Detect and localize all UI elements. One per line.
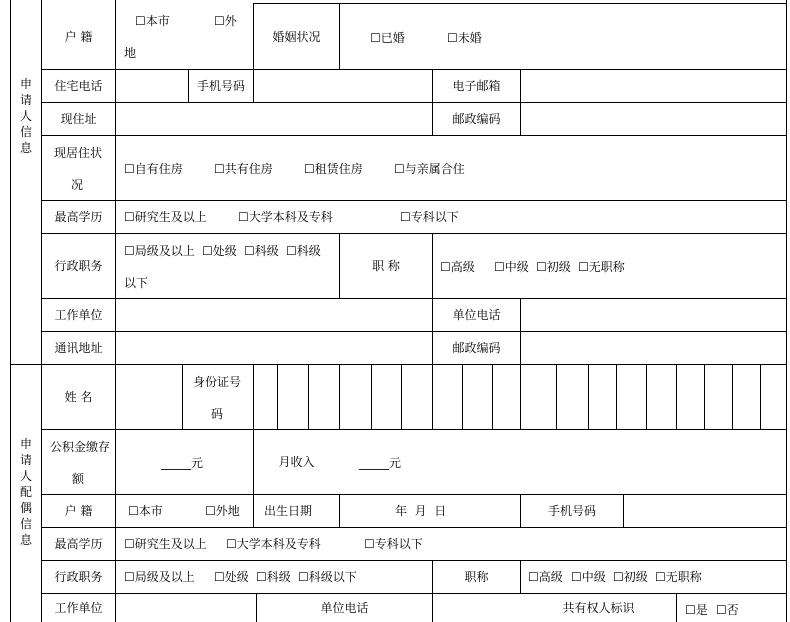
title-label: 职 称 (372, 259, 400, 273)
id-digit-line (462, 364, 463, 429)
spouse-edu-bachelor-option[interactable]: ☐大学本科及专科 (226, 537, 321, 551)
huji-local-option[interactable]: ☐本市 (135, 14, 170, 28)
id-digit-line (588, 364, 589, 429)
id-digit-line (556, 364, 557, 429)
border-left (10, 0, 11, 622)
housing-own-option[interactable]: ☐自有住房 (124, 162, 183, 176)
id-digit-line (732, 364, 733, 429)
spouse-mobile-label: 手机号码 (547, 504, 596, 518)
checkbox-icon[interactable]: ☐ (256, 570, 267, 584)
huji-other-option-wrap: 地 (124, 46, 137, 60)
col-line (623, 494, 624, 527)
checkbox-icon[interactable]: ☐ (226, 537, 237, 551)
checkbox-icon[interactable]: ☐ (244, 244, 255, 258)
duty-bureau-option[interactable]: ☐局级及以上 (124, 244, 195, 258)
home-phone-label: 住宅电话 (54, 79, 103, 93)
checkbox-icon[interactable]: ☐ (128, 504, 139, 518)
border-right (786, 0, 787, 622)
row-line (41, 298, 786, 299)
title-senior-option[interactable]: ☐高级 (440, 260, 475, 274)
row-line (41, 429, 786, 430)
spouse-section-label: 申 请 人 配 偶 信 息 (19, 437, 32, 547)
checkbox-icon[interactable]: ☐ (578, 260, 589, 274)
row-line (41, 494, 786, 495)
col-line (676, 593, 677, 622)
checkbox-icon[interactable]: ☐ (440, 260, 451, 274)
row-line (41, 331, 786, 332)
checkbox-icon[interactable]: ☐ (205, 504, 216, 518)
duty-below-option[interactable]: ☐科级 (286, 244, 321, 258)
co-owner-yes-option[interactable]: ☐是 (685, 603, 708, 617)
checkbox-icon[interactable]: ☐ (286, 244, 297, 258)
email-label: 电子邮箱 (452, 79, 501, 93)
spouse-edu-below-option[interactable]: ☐专科以下 (364, 537, 423, 551)
spouse-duty-below-option[interactable]: ☐科级以下 (298, 570, 357, 584)
spouse-duty-bureau-option[interactable]: ☐局级及以上 (124, 570, 195, 584)
housing-label-wrap: 况 (71, 178, 84, 192)
spouse-title-none-option[interactable]: ☐无职称 (655, 570, 702, 584)
fund-label: 公积金缴存 (50, 440, 111, 454)
spouse-edu-graduate-option[interactable]: ☐研究生及以上 (124, 537, 207, 551)
id-digit-line (760, 364, 761, 429)
col-line (339, 3, 340, 69)
spouse-work-phone-label: 单位电话 (320, 601, 369, 615)
employer-label: 工作单位 (54, 308, 103, 322)
mail-address-label: 通讯地址 (54, 341, 103, 355)
checkbox-icon[interactable]: ☐ (304, 162, 315, 176)
fund-label-wrap: 额 (72, 472, 85, 486)
spouse-title-label: 职称 (464, 570, 489, 584)
id-digit-line (401, 364, 402, 429)
row-line (41, 200, 786, 201)
edu-below-option[interactable]: ☐专科以下 (400, 210, 459, 224)
spouse-huji-other-option[interactable]: ☐外地 (205, 504, 240, 518)
co-owner-no-option[interactable]: ☐否 (716, 603, 739, 617)
checkbox-icon[interactable]: ☐ (202, 244, 213, 258)
spouse-title-middle-option[interactable]: ☐中级 (571, 570, 606, 584)
marital-label: 婚姻状况 (272, 29, 321, 44)
row-line (41, 135, 786, 136)
checkbox-icon[interactable]: ☐ (528, 570, 539, 584)
checkbox-icon[interactable]: ☐ (124, 537, 135, 551)
checkbox-icon[interactable]: ☐ (494, 260, 505, 274)
checkbox-icon[interactable]: ☐ (613, 570, 624, 584)
checkbox-icon[interactable]: ☐ (716, 603, 727, 617)
applicant-section-label: 申 请 人 信 息 (19, 77, 32, 155)
housing-rent-option[interactable]: ☐租赁住房 (304, 162, 363, 176)
housing-shared-option[interactable]: ☐共有住房 (214, 162, 273, 176)
checkbox-icon[interactable]: ☐ (571, 570, 582, 584)
spouse-name-label: 姓 名 (64, 390, 93, 404)
checkbox-icon[interactable]: ☐ (214, 570, 225, 584)
checkbox-icon[interactable]: ☐ (394, 162, 405, 176)
birth-value: 年 月 日 (395, 504, 447, 518)
income-label: 月收入 (278, 455, 315, 469)
id-digit-line (371, 364, 372, 429)
spouse-education-label: 最高学历 (54, 537, 103, 551)
col-line (182, 364, 183, 429)
postcode-label: 邮政编码 (452, 112, 501, 126)
income-amount: _____元 (359, 456, 402, 470)
spouse-duty-label: 行政职务 (54, 570, 103, 584)
id-digit-line (492, 364, 493, 429)
spouse-id-label: 身份证号 (193, 375, 242, 389)
spouse-title-senior-option[interactable]: ☐高级 (528, 570, 563, 584)
checkbox-icon[interactable]: ☐ (124, 162, 135, 176)
checkbox-icon[interactable]: ☐ (370, 31, 381, 45)
checkbox-icon[interactable]: ☐ (364, 537, 375, 551)
edu-bachelor-option[interactable]: ☐大学本科及专科 (238, 210, 333, 224)
checkbox-icon[interactable]: ☐ (124, 210, 135, 224)
mobile-label: 手机号码 (196, 79, 245, 93)
fund-amount: _____元 (161, 456, 204, 470)
admin-duty-label: 行政职务 (54, 259, 103, 273)
checkbox-icon[interactable]: ☐ (298, 570, 309, 584)
spouse-duty-section-option[interactable]: ☐科级 (256, 570, 291, 584)
title-none-option[interactable]: ☐无职称 (578, 260, 625, 274)
spouse-title-junior-option[interactable]: ☐初级 (613, 570, 648, 584)
col-line (253, 69, 254, 102)
row-line (41, 560, 786, 561)
id-digit-line (277, 364, 278, 429)
marital-married-option[interactable]: ☐已婚 (370, 31, 405, 45)
id-digit-line (308, 364, 309, 429)
col-line (339, 494, 340, 527)
id-digit-line (432, 364, 433, 429)
title-middle-option[interactable]: ☐中级 (494, 260, 529, 274)
checkbox-icon[interactable]: ☐ (536, 260, 547, 274)
duty-section-option[interactable]: ☐科级 (244, 244, 279, 258)
spouse-employer-label: 工作单位 (54, 601, 103, 615)
huji-label: 户 籍 (64, 29, 93, 44)
id-digit-line (339, 364, 340, 429)
spouse-huji-local-option[interactable]: ☐本市 (128, 504, 163, 518)
marital-single-option[interactable]: ☐未婚 (447, 31, 482, 45)
address-label: 现住址 (60, 112, 97, 126)
checkbox-icon[interactable]: ☐ (135, 14, 146, 28)
col-line (253, 364, 254, 429)
work-phone-label: 单位电话 (452, 308, 501, 322)
id-digit-line (520, 364, 521, 429)
checkbox-icon[interactable]: ☐ (447, 31, 458, 45)
checkbox-icon[interactable]: ☐ (400, 210, 411, 224)
checkbox-icon[interactable]: ☐ (214, 162, 225, 176)
col-line (520, 560, 521, 593)
row-line (41, 69, 786, 70)
id-digit-line (704, 364, 705, 429)
duty-below-option-wrap: 以下 (124, 276, 149, 290)
spouse-id-label-wrap: 码 (211, 407, 224, 421)
row-line (41, 527, 786, 528)
row-line (41, 102, 786, 103)
label-col-divider (115, 0, 116, 622)
id-digit-line (676, 364, 677, 429)
title-junior-option[interactable]: ☐初级 (536, 260, 571, 274)
id-digit-line (646, 364, 647, 429)
huji-other-option[interactable]: ☐外 (214, 14, 237, 28)
checkbox-icon[interactable]: ☐ (238, 210, 249, 224)
spouse-huji-label: 户 籍 (64, 504, 93, 518)
edu-graduate-option[interactable]: ☐研究生及以上 (124, 210, 207, 224)
section-line (10, 364, 786, 365)
checkbox-icon[interactable]: ☐ (124, 244, 135, 258)
col-line (520, 69, 521, 135)
housing-family-option[interactable]: ☐与亲属合住 (394, 162, 465, 176)
checkbox-icon[interactable]: ☐ (685, 603, 696, 617)
mail-postcode-label: 邮政编码 (452, 341, 501, 355)
col-line (520, 298, 521, 364)
duty-division-option[interactable]: ☐处级 (202, 244, 237, 258)
col-line (432, 233, 433, 298)
co-owner-label: 共有权人标识 (562, 601, 635, 615)
checkbox-icon[interactable]: ☐ (655, 570, 666, 584)
education-label: 最高学历 (54, 210, 103, 224)
checkbox-icon[interactable]: ☐ (124, 570, 135, 584)
housing-label: 现居住状 (54, 146, 103, 160)
birth-label: 出生日期 (263, 504, 312, 518)
spouse-duty-division-option[interactable]: ☐处级 (214, 570, 249, 584)
id-digit-line (616, 364, 617, 429)
checkbox-icon[interactable]: ☐ (214, 14, 225, 28)
